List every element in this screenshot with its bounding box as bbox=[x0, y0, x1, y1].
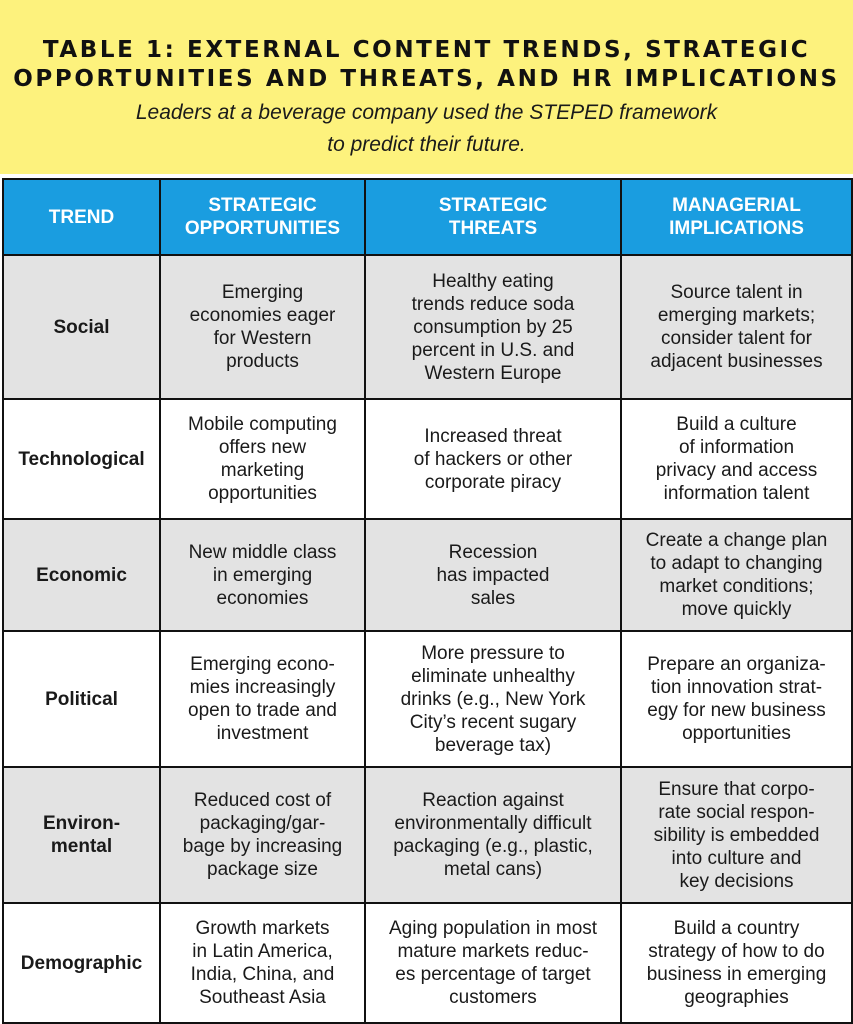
table-row-economic bbox=[3, 519, 852, 631]
table-row-demographic bbox=[3, 903, 852, 1023]
column-header-implications: MANAGERIAL IMPLICATIONS bbox=[621, 179, 852, 255]
table-row-political bbox=[3, 631, 852, 767]
implications-cell: Source talent in emerging markets; consider talent for adjacent businesses bbox=[621, 255, 852, 399]
threats-cell: Healthy eating trends reduce soda consumption by 25 percent in U.S. and Western Europe bbox=[365, 255, 621, 399]
table-title bbox=[0, 36, 853, 94]
column-header-trend: TREND bbox=[3, 179, 160, 255]
threats-cell: Reaction against environmentally difficult packaging (e.g., plastic, metal cans) bbox=[365, 767, 621, 903]
opportunities-cell: Emerging econo- mies increasingly open to trade and investment bbox=[160, 631, 365, 767]
subtitle-line-2: to predict their future. bbox=[327, 133, 526, 156]
column-header-threats: STRATEGIC THREATS bbox=[365, 179, 621, 255]
subtitle-line-1: Leaders at a beverage company used the STEPED framework bbox=[135, 101, 718, 124]
table-subtitle bbox=[0, 97, 853, 161]
column-header-opportunities: STRATEGIC OPPORTUNITIES bbox=[160, 179, 365, 255]
trend-cell: Political bbox=[3, 631, 160, 767]
implications-cell: Ensure that corpo- rate social respon- sibility is embedded into culture and key decisions bbox=[621, 767, 852, 903]
trend-cell: Environ- mental bbox=[3, 767, 160, 903]
table-row-technological bbox=[3, 399, 852, 519]
table-header-banner bbox=[0, 0, 853, 174]
opportunities-cell: Emerging economies eager for Western products bbox=[160, 255, 365, 399]
implications-cell: Create a change plan to adapt to changing market conditions; move quickly bbox=[621, 519, 852, 631]
steped-table bbox=[2, 178, 853, 1024]
threats-cell: Increased threat of hackers or other corporate piracy bbox=[365, 399, 621, 519]
opportunities-cell: Growth markets in Latin America, India, China, and Southeast Asia bbox=[160, 903, 365, 1023]
threats-cell: Aging population in most mature markets reduc- es percentage of target customers bbox=[365, 903, 621, 1023]
table-row-social bbox=[3, 255, 852, 399]
trend-cell: Demographic bbox=[3, 903, 160, 1023]
trend-cell: Technological bbox=[3, 399, 160, 519]
trend-cell: Social bbox=[3, 255, 160, 399]
opportunities-cell: Reduced cost of packaging/gar- bage by increasing package size bbox=[160, 767, 365, 903]
implications-cell: Build a country strategy of how to do business in emerging geographies bbox=[621, 903, 852, 1023]
trend-cell: Economic bbox=[3, 519, 160, 631]
table-row-environmental bbox=[3, 767, 852, 903]
implications-cell: Prepare an organiza- tion innovation strat- egy for new business opportunities bbox=[621, 631, 852, 767]
opportunities-cell: New middle class in emerging economies bbox=[160, 519, 365, 631]
header-row bbox=[3, 179, 852, 255]
title-line-1: TABLE 1: EXTERNAL CONTENT TRENDS, STRATEGIC bbox=[42, 37, 811, 63]
title-line-2: OPPORTUNITIES AND THREATS, AND HR IMPLICATIONS bbox=[13, 66, 840, 92]
implications-cell: Build a culture of information privacy and access information talent bbox=[621, 399, 852, 519]
opportunities-cell: Mobile computing offers new marketing opportunities bbox=[160, 399, 365, 519]
threats-cell: More pressure to eliminate unhealthy drinks (e.g., New York City’s recent sugary beverage tax) bbox=[365, 631, 621, 767]
threats-cell: Recession has impacted sales bbox=[365, 519, 621, 631]
